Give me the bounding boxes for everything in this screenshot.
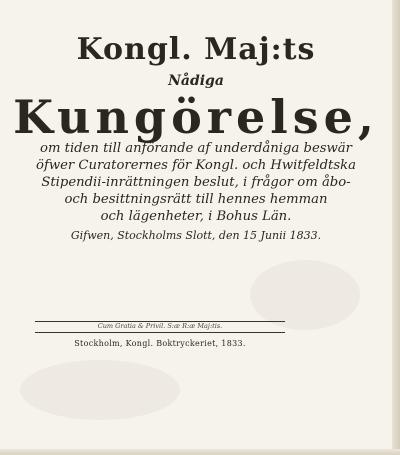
title-main: Kungörelse, [13, 90, 379, 144]
title-top: Kongl. Maj:ts [76, 32, 316, 67]
page-edge [0, 449, 400, 455]
body-line: och besittningsrätt till hennes hemman [64, 192, 328, 207]
body-line: om tiden till anförande af underdåniga beswär [40, 141, 352, 156]
body-line: öfwer Curatorernes för Kongl. och Hwitfeldtska [36, 158, 356, 173]
body-line: och lägenheter, i Bohus Län. [100, 209, 292, 224]
subtitle: Nådiga [168, 73, 224, 89]
imprint-note: Cum Gratia & Privil. S:æ R:æ Maj:tis. [97, 322, 223, 330]
paper-stain [250, 260, 360, 330]
printer-line: Stockholm, Kongl. Boktryckeriet, 1833. [74, 339, 246, 348]
paper-stain [20, 360, 180, 420]
body-line: Stipendii-inrättningen beslut, i frågor om åbo- [41, 175, 351, 190]
dateline: Gifwen, Stockholms Slott, den 15 Junii 1833. [70, 229, 322, 242]
divider-rule [35, 332, 285, 333]
page-edge [392, 0, 400, 455]
